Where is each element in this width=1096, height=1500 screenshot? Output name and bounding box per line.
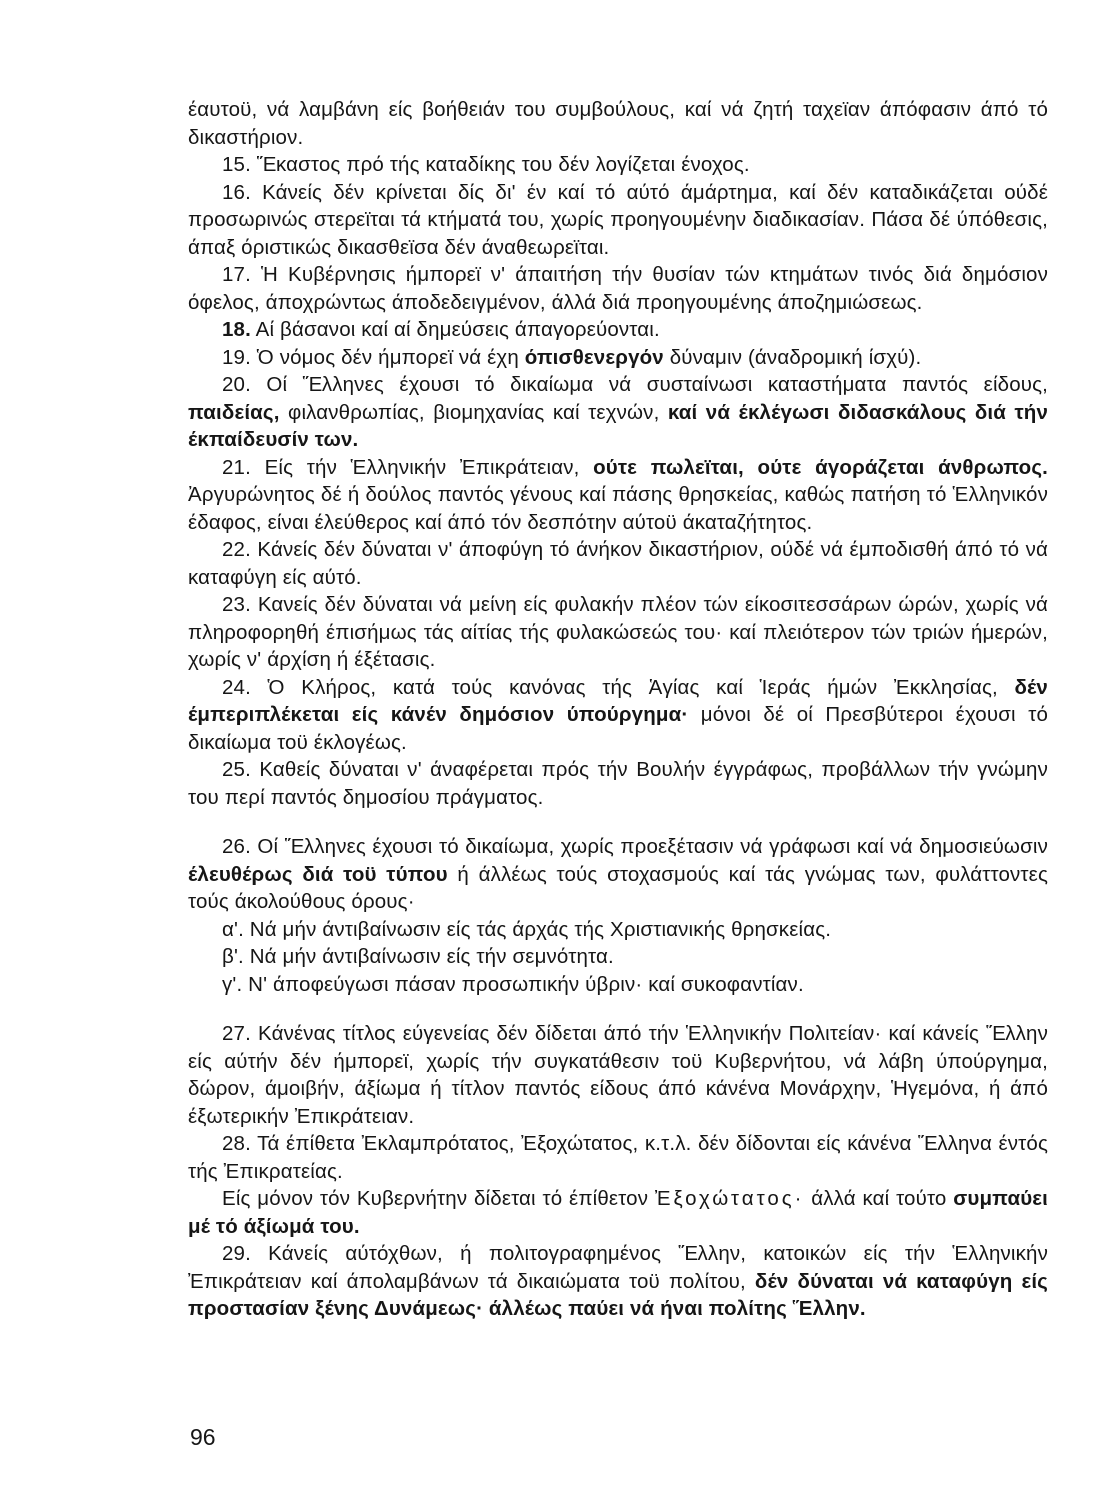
article-28b-text-mid: άλλά καί τούτο <box>804 1187 954 1210</box>
article-26 <box>188 833 1048 916</box>
article-26-text-end: ή άλλέως τούς στοχασμούς καί τάς γνώμας των, φυλάττοντες τούς άκολούθους όρους· <box>188 862 1048 913</box>
article-26-item-b: β'. Νά μήν άντιβαίνωσιν είς τήν σεμνότητα. <box>222 945 614 968</box>
article-29 <box>188 1240 1048 1323</box>
page-number: 96 <box>190 1424 216 1450</box>
article-22: 22. Κάνείς δέν δύναται ν' άποφύγη τό άνήκον δικαστήριον, ούδέ νά έμποδισθή άπό τό νά καταφύγη είς αύτό. <box>188 538 1048 589</box>
article-21-text: 21. Είς τήν Ἑλληνικήν Ἐπικράτειαν, <box>222 455 594 479</box>
article-25: 25. Καθείς δύναται ν' άναφέρεται πρός τήν Βουλήν έγγράφως, προβάλλων τήν γνώμην του περί παντός δημοσίου πράγματος. <box>188 758 1048 809</box>
article-16: 16. Κάνείς δέν κρίνεται δίς δι' έν καί τό αύτό άμάρτημα, καί δέν καταδικάζεται ούδέ προσωρινώς στερεϊται τά κτήματά του, χωρίς προηγουμένην διαδικασίαν. Πάσα δέ ύπόθεσις, άπαξ όριστικώς δικασθεϊσα δέν άναθεωρεϊται. <box>188 180 1048 259</box>
article-20-bold-2: καί νά έκλέγωσι διδασκάλους διά τήν έκπαίδευσίν των. <box>188 400 1048 451</box>
article-18 <box>188 316 1048 344</box>
article-26-bold: έλευθέρως διά τοϋ τύπου <box>188 862 448 886</box>
article-text <box>188 96 1048 1323</box>
spacer <box>188 998 1048 1020</box>
article-20 <box>188 371 1048 454</box>
article-26-item-c: γ'. Ν' άποφεύγωσι πάσαν προσωπικήν ύβριν· καί συκοφαντίαν. <box>222 972 804 996</box>
article-19 <box>188 344 1048 372</box>
article-19-text: 19. Ὁ νόμος δέν ήμπορεϊ νά έχη <box>222 345 525 369</box>
article-29-bold: δέν δύναται νά καταφύγη είς προστασίαν ξένης Δυνάμεως· άλλέως παύει νά ήναι πολίτης Ἕλλην. <box>188 1269 1048 1320</box>
article-20-text-mid: φιλανθρωπίας, βιομηχανίας καί τεχνών, <box>279 400 668 424</box>
article-28: 28. Τά έπίθετα Ἐκλαμπρότατος, Ἐξοχώτατος, κ.τ.λ. δέν δίδονται είς κάνένα Ἕλληνα έντός τής Ἐπικρατείας. <box>188 1132 1048 1183</box>
article-17: 17. Ἡ Κυβέρνησις ήμπορεϊ ν' άπαιτήση τήν θυσίαν τών κτημάτων τινός διά δημόσιον όφελος, άποχρώντως άποδεδειγμένον, άλλά διά προηγουμένης άποζημιώσεως. <box>188 263 1048 314</box>
article-21-bold: ούτε πωλεϊται, ούτε άγοράζεται άνθρωπος. <box>593 455 1048 479</box>
article-24-bold: δέν έμπεριπλέκεται είς κάνέν δημόσιον ύπούργημα· <box>188 675 1048 726</box>
article-15: 15. Ἕκαστος πρό τής καταδίκης του δέν λογίζεται ένοχος. <box>222 153 750 176</box>
article-23: 23. Κανείς δέν δύναται νά μείνη είς φυλακήν πλέον τών είκοσιτεσσάρων ώρών, χωρίς νά πληροφορηθή έπισήμως τάς αίτίας τής φυλακώσεώς του· καί πλειότερον τών τριών ήμερών, χωρίς ν' άρχίση ή έξέτασις. <box>188 593 1048 671</box>
article-18-number: 18. <box>222 318 251 341</box>
article-21 <box>188 454 1048 537</box>
article-20-text: 20. Οί Ἕλληνες έχουσι τό δικαίωμα νά συσταίνωσι καταστήματα παντός είδους, <box>222 373 1048 396</box>
article-28b-bold: συμπαύει μέ τό άξίωμά του. <box>188 1187 1048 1238</box>
article-24 <box>188 674 1048 757</box>
article-21-text-end: Ἀργυρώνητος δέ ή δούλος παντός γένους καί πάσης θρησκείας, καθώς πατήση τό Ἑλληνικόν έδαφος, είναι έλεύθερος καί άπό τόν δεσπότην αύτοϋ άκαταζήτητος. <box>188 483 1048 534</box>
paragraph-intro: έαυτοϋ, νά λαμβάνη είς βοήθειάν του συμβούλους, καί νά ζητή ταχεϊαν άπόφασιν άπό τό δικαστήριον. <box>188 98 1048 149</box>
article-19-text-end: δύναμιν (άναδρομική ίσχύ). <box>663 345 922 369</box>
article-29-text: 29. Κάνείς αύτόχθων, ή πολιτογραφημένος Ἕλλην, κατοικών είς τήν Ἑλληνικήν Ἐπικράτειαν καί άπολαμβάνων τά δικαιώματα τοϋ πολίτου, <box>188 1242 1048 1293</box>
article-24-text-end: μόνοι δέ οί Πρεσβύτεροι έχουσι τό δικαίωμα τοϋ έκλογέως. <box>188 703 1048 754</box>
article-28b-spaced: Ἐξοχώτατος· <box>654 1187 805 1210</box>
article-19-bold: όπισθενεργόν <box>524 345 664 369</box>
article-26-item-a: α'. Νά μήν άντιβαίνωσιν είς τάς άρχάς τής Χριστιανικής θρησκείας. <box>222 917 832 941</box>
article-27: 27. Κάνένας τίτλος εύγενείας δέν δίδεται άπό τήν Ἑλληνικήν Πολιτείαν· καί κάνείς Ἕλλην είς αύτήν δέν ήμπορεϊ, χωρίς τήν συγκατάθεσιν τοϋ Κυβερνήτου, νά λάβη ύπούργημα, δώρον, άμοιβήν, άξίωμα ή τίτλον παντός είδους άπό κάνένα Μονάρχην, Ἡγεμόνα, ή άπό έξωτερικήν Ἐπικράτειαν. <box>188 1022 1048 1128</box>
article-20-bold-1: παιδείας, <box>188 400 280 424</box>
spacer <box>188 811 1048 833</box>
article-26-text: 26. Οί Ἕλληνες έχουσι τό δικαίωμα, χωρίς προεξέτασιν νά γράφωσι καί νά δημοσιεύωσιν <box>222 835 1048 858</box>
article-24-text: 24. Ὁ Κλήρος, κατά τούς κανόνας τής Ἁγίας καί Ἱεράς ήμών Ἐκκλησίας, <box>222 675 1015 699</box>
article-28b-text: Είς μόνον τόν Κυβερνήτην δίδεται τό έπίθετον <box>222 1187 655 1210</box>
article-28-continued <box>188 1185 1048 1240</box>
article-18-text: Αί βάσανοι καί αί δημεύσεις άπαγορεύονται. <box>250 318 660 341</box>
